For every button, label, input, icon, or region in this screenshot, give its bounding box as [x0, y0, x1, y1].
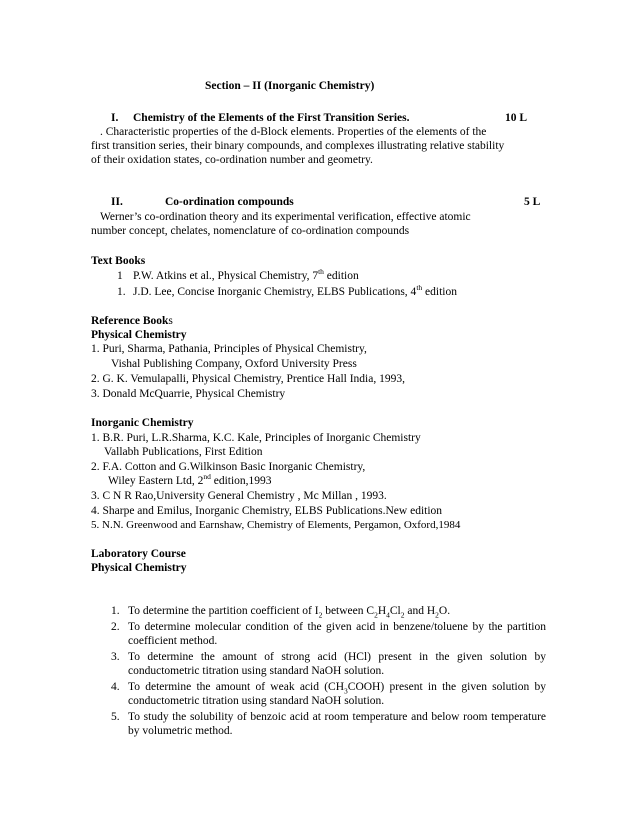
ref-inorg-3: 3. C N R Rao,University General Chemistry , Mc Millan , 1993. [91, 490, 387, 502]
ref-phys-1-line2: Vishal Publishing Company, Oxford University Press [111, 358, 357, 370]
exp1-part-c: H [377, 605, 387, 617]
text-book-2-text: J.D. Lee, Concise Inorganic Chemistry, ELBS Publications, 4 [133, 286, 417, 298]
unit2-number: II. [111, 196, 123, 208]
unit2-desc-line1: Werner’s co-ordination theory and its experimental verification, effective atomic [100, 211, 471, 223]
ref-inorg-2-tail: edition,1993 [210, 475, 272, 487]
exp1-sub-5: 2 [435, 610, 439, 620]
exp1-part-d: Cl [389, 605, 401, 617]
exp1-sub-3: 4 [386, 610, 390, 620]
text-book-1 [133, 269, 359, 283]
exp1-part-e: and H [404, 605, 436, 617]
exp1-sub-2: 2 [374, 610, 378, 620]
text-book-2-number: 1. [117, 286, 126, 298]
unit1-title: Chemistry of the Elements of the First Transition Series. [133, 112, 410, 124]
ref-phys-1-line1: 1. Puri, Sharma, Pathania, Principles of Physical Chemistry, [91, 343, 367, 355]
experiment-2: To determine molecular condition of the given acid in benzene/toluene by the partition coefficient method. [128, 621, 546, 647]
experiment-4 [128, 680, 546, 708]
exp4-part-b: COOH) present in the given solution by conductometric titration using standard NaOH solution. [128, 681, 546, 707]
reference-heading-tail: s [168, 315, 173, 327]
ref-inorg-2-text: Wiley Eastern Ltd, 2 [108, 475, 204, 487]
unit2-title: Co-ordination compounds [165, 196, 294, 208]
reference-books-heading [91, 314, 173, 328]
text-book-2-tail: edition [422, 286, 457, 298]
experiment-4-number: 4. [111, 681, 120, 693]
text-book-1-text: P.W. Atkins et al., Physical Chemistry, 7 [133, 270, 319, 282]
unit1-number: I. [111, 112, 119, 124]
text-book-1-tail: edition [323, 270, 359, 282]
ref-inorg-1-line2: Vallabh Publications, First Edition [104, 446, 263, 458]
unit1-hours: 10 L [505, 112, 528, 124]
unit2-hours: 5 L [524, 196, 541, 208]
experiment-5-number: 5. [111, 711, 120, 723]
ref-inorg-2-line1: 2. F.A. Cotton and G.Wilkinson Basic Inorganic Chemistry, [91, 461, 366, 473]
exp1-part-f: O. [438, 605, 451, 617]
reference-heading-text: Reference Book [91, 315, 169, 327]
text-book-2-sup: th [416, 283, 423, 293]
text-book-1-number: 1 [117, 270, 123, 282]
exp1-sub-4: 2 [400, 610, 405, 620]
unit2-desc-line2: number concept, chelates, nomenclature of co-ordination compounds [91, 225, 410, 237]
ref-inorg-1-line1: 1. B.R. Puri, L.R.Sharma, K.C. Kale, Principles of Inorganic Chemistry [91, 432, 421, 444]
exp4-sub: 3 [344, 686, 348, 696]
ref-inorg-4: 4. Sharpe and Emilus, Inorganic Chemistry, ELBS Publications.New edition [91, 505, 443, 517]
exp1-part-a: To determine the partition coefficient of I [128, 605, 319, 617]
experiment-2-number: 2. [111, 621, 120, 633]
ref-phys-2: 2. G. K. Vemulapalli, Physical Chemistry, Prentice Hall India, 1993, [91, 373, 405, 385]
experiment-5: To study the solubility of benzoic acid at room temperature and below room temperature by volumetric method. [128, 711, 546, 737]
exp1-sub-1: 2 [318, 610, 323, 620]
ref-inorg-5: 5. N.N. Greenwood and Earnshaw, Chemistry of Elements, Pergamon, Oxford,1984 [91, 519, 461, 531]
unit1-desc-line2: first transition series, their binary compounds, and complexes illustrating relative stability [91, 140, 505, 152]
experiment-3-number: 3. [111, 651, 120, 663]
experiment-1-number: 1. [111, 605, 120, 617]
inorganic-chemistry-heading: Inorganic Chemistry [91, 417, 194, 429]
laboratory-course-heading: Laboratory Course [91, 548, 186, 560]
ref-phys-3: 3. Donald McQuarrie, Physical Chemistry [91, 388, 286, 400]
experiment-3: To determine the amount of strong acid (HCl) present in the given solution by conductometric titration using standard NaOH solution. [128, 651, 546, 677]
section-title: Section – II (Inorganic Chemistry) [205, 80, 375, 92]
ref-inorg-2-line2 [108, 474, 272, 488]
exp1-part-b: between C [322, 605, 375, 617]
experiment-1 [128, 604, 546, 618]
unit1-desc-line3: of their oxidation states, co-ordination number and geometry. [91, 154, 373, 166]
unit1-desc-line1: . Characteristic properties of the d-Block elements. Properties of the elements of the [100, 126, 487, 138]
ref-inorg-2-sup: nd [203, 472, 211, 482]
text-book-1-sup: th [318, 267, 324, 277]
physical-chemistry-heading: Physical Chemistry [91, 329, 187, 341]
lab-physical-chemistry-heading: Physical Chemistry [91, 562, 187, 574]
text-book-2 [133, 285, 457, 299]
exp4-part-a: To determine the amount of weak acid (CH [128, 681, 345, 693]
text-books-heading: Text Books [91, 255, 146, 267]
